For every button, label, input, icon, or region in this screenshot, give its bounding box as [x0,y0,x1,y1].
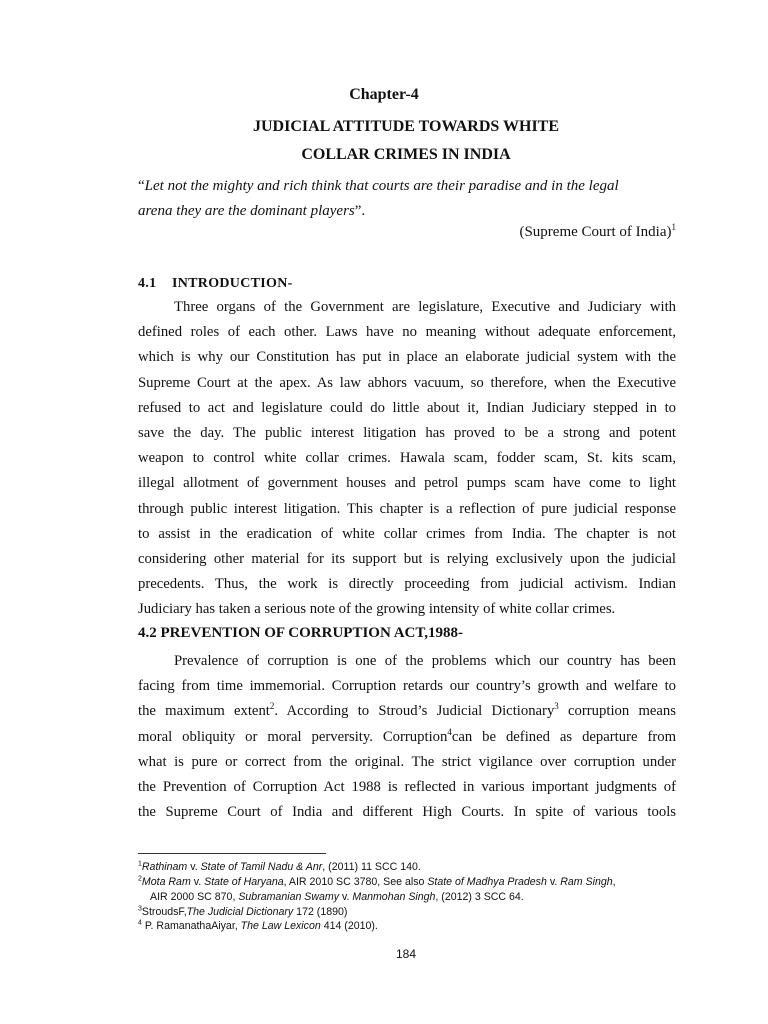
footnote-ref-2[interactable]: 2 [269,701,275,712]
epigraph-line-1: Let not the mighty and rich think that courts are their paradise and in the legal [144,178,619,194]
line-text: the maximum extent [138,703,270,720]
author: StroudsF, [141,906,187,918]
party-name: State of Tamil Nadu & Anr [200,861,323,873]
paragraph-line [138,725,676,750]
paragraph-line: to assist in the eradication of white collar crimes from India. The chapter is not [138,525,676,542]
section-heading-4-2: 4.2 PREVENTION OF CORRUPTION ACT,1988- [138,625,464,641]
epigraph-attribution [519,224,676,241]
paragraph-line: defined roles of each other. Laws have no meaning without adequate enforcement, [138,324,676,341]
page-number: 184 [395,947,417,961]
paragraph-line: refused to act and legislature could do little about it, Indian Judiciary stepped in to [138,399,676,416]
party-name: Ram Singh [560,876,613,888]
line-text: can be defined as departure from [451,728,676,745]
epigraph-line-2: arena they are the dominant players [138,203,355,219]
footnote-number: 3 [138,905,142,913]
book-title: The Judicial Dictionary [186,906,294,918]
paragraph-line: what is pure or correct from the original. The strict vigilance over corruption under [138,753,676,770]
paragraph-line: Judiciary has taken a serious note of the growing intensity of white collar crimes. [138,601,616,618]
versus: v. [546,876,561,888]
epigraph [138,174,676,224]
line-text: . According to Stroud’s Judicial Dictionary [274,703,555,720]
footnote-3 [138,905,347,919]
paragraph-line: the Prevention of Corruption Act 1988 is reflected in various important judgments of [138,779,676,796]
paragraph-line: illegal allotment of government houses and petrol pumps scam have come to light [138,475,676,492]
citation: AIR 2000 SC 870, [150,891,239,903]
chapter-label: Chapter-4 [349,86,419,103]
paragraph-line: weapon to control white collar crimes. Hawala scam, fodder scam, St. kits scam, [138,450,676,467]
paragraph-line: save the day. The public interest litigation has proved to be a strong and potent [138,425,676,442]
case-name: Mota Ram [141,876,191,888]
footnote-ref-1[interactable]: 1 [671,222,676,232]
citation: , (2012) 3 SCC 64. [435,891,524,903]
party-name: State of Haryana [204,876,284,888]
paragraph-line: through public interest litigation. This chapter is a reflection of pure judicial response [138,500,676,517]
section-heading-4-1 [138,276,293,292]
book-title: The Law Lexicon [240,920,321,932]
case-name: Rathinam [141,861,188,873]
citation: , (2011) 11 SCC 140. [322,861,421,873]
attribution-text: (Supreme Court of India) [519,224,672,240]
introduction-paragraph [138,295,676,623]
footnote-4 [138,919,378,933]
chapter-title-line-2: COLLAR CRIMES IN INDIA [301,146,511,163]
footnote-separator [138,853,326,854]
citation: 414 (2010). [320,920,378,932]
paragraph-line: Three organs of the Government are legislature, Executive and Judiciary with [174,299,676,315]
epigraph-open-quote: “ [138,178,145,194]
epigraph-close: ”. [354,203,366,219]
case-name: Subramanian Swamy [238,891,340,903]
footnote-ref-3[interactable]: 3 [554,701,559,712]
citation: , [612,876,616,888]
footnote-number: 1 [138,860,142,868]
footnote-number: 4 [138,919,142,927]
paragraph-line: Supreme Court at the apex. As law abhors vacuum, so therefore, when the Executive [138,374,676,391]
paragraph-line: which is why our Constitution has put in place an elaborate judicial system with the [138,349,676,366]
corruption-paragraph [138,649,676,825]
chapter-title-line-1: JUDICIAL ATTITUDE TOWARDS WHITE [252,118,560,135]
citation: , AIR 2010 SC 3780, See also [283,876,428,888]
citation: 172 (1890) [293,906,348,918]
footnote-1 [138,860,421,874]
line-text: corruption means [558,703,676,720]
paragraph-line: the Supreme Court of India and different High Courts. In spite of various tools [138,804,676,821]
footnote-2-continued [150,890,524,904]
versus: v. [187,861,201,873]
line-text: moral obliquity or moral perversity. Corruption [138,728,448,745]
paragraph-line: considering other material for its support but is relying exclusively upon the judicial [138,551,676,568]
paragraph-line [138,699,676,724]
versus: v. [190,876,205,888]
footnote-number: 2 [138,875,142,883]
versus: v. [339,891,353,903]
author: P. RamanathaAiyar, [141,920,241,932]
paragraph-line: precedents. Thus, the work is directly proceeding from judicial activism. Indian [138,576,676,593]
party-name: Manmohan Singh [352,891,436,903]
footnote-2 [138,875,616,889]
case-name: State of Madhya Pradesh [427,876,547,888]
section-number: 4.1 [138,276,157,291]
paragraph-line: facing from time immemorial. Corruption retards our country’s growth and welfare to [138,678,676,695]
section-title: INTRODUCTION- [172,276,293,291]
paragraph-line: Prevalence of corruption is one of the problems which our country has been [174,653,676,669]
footnote-ref-4[interactable]: 4 [447,726,452,737]
